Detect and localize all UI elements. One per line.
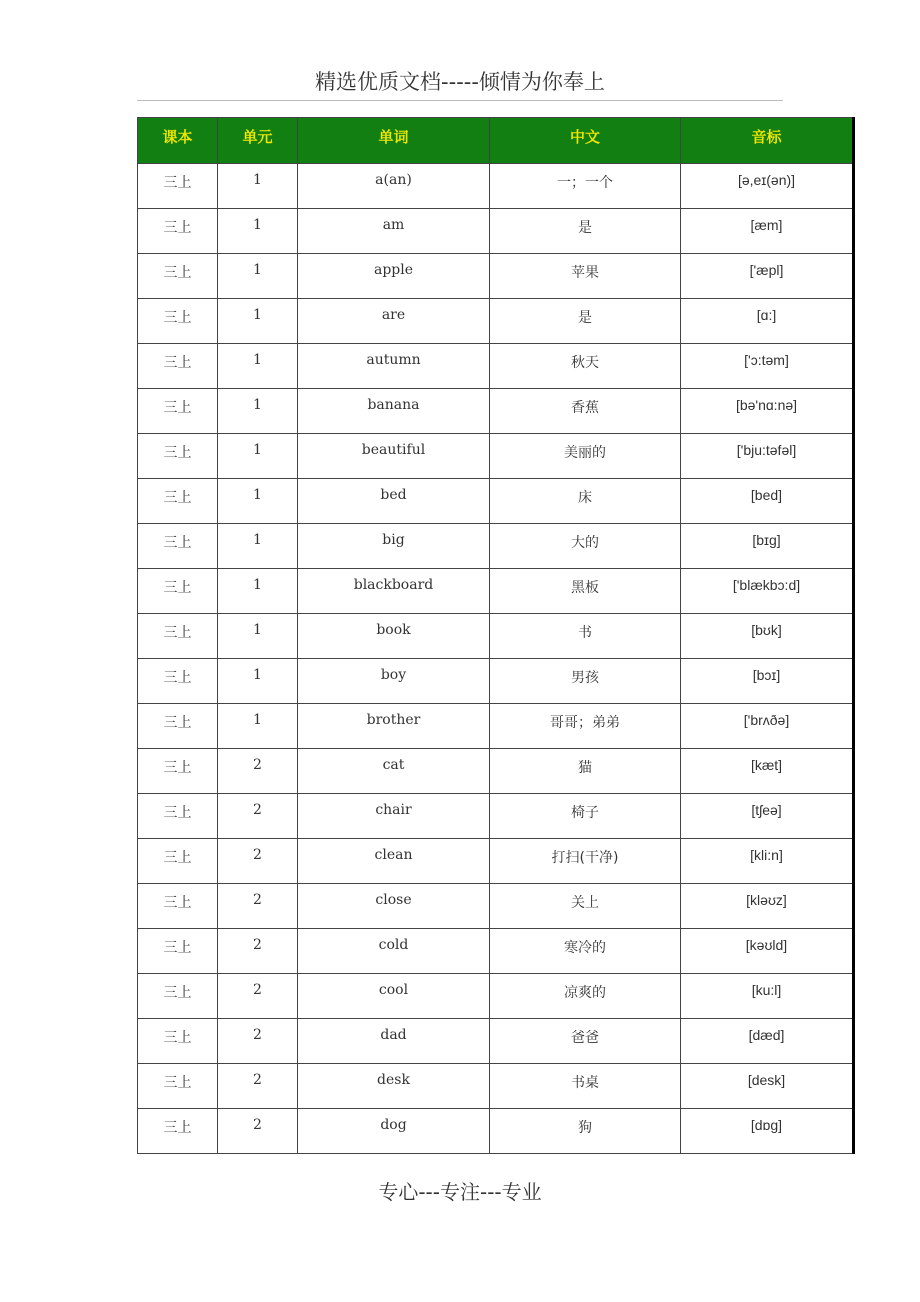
vocabulary-table	[137, 117, 855, 1154]
unit-cell: 2	[218, 1019, 298, 1064]
phonetic-cell: [ku:l]	[681, 974, 854, 1019]
phonetic-cell: [desk]	[681, 1064, 854, 1109]
unit-cell: 2	[218, 1064, 298, 1109]
phonetic-cell: [kləʊz]	[681, 884, 854, 929]
word-cell: am	[298, 209, 490, 254]
table-row	[138, 839, 854, 884]
phonetic-cell: [kəʊld]	[681, 929, 854, 974]
textbook-cell: 三上	[138, 479, 218, 524]
table-row	[138, 344, 854, 389]
unit-cell: 2	[218, 749, 298, 794]
table-body	[138, 164, 854, 1154]
phonetic-cell: [bə'nɑ:nə]	[681, 389, 854, 434]
chinese-cell: 一；一个	[490, 164, 681, 209]
textbook-cell: 三上	[138, 614, 218, 659]
column-header-textbook: 课本	[138, 118, 218, 164]
word-cell: a(an)	[298, 164, 490, 209]
column-header-unit: 单元	[218, 118, 298, 164]
chinese-cell: 凉爽的	[490, 974, 681, 1019]
table-row	[138, 1109, 854, 1154]
column-header-word: 单词	[298, 118, 490, 164]
chinese-cell: 苹果	[490, 254, 681, 299]
table-row	[138, 614, 854, 659]
table-row	[138, 209, 854, 254]
word-cell: chair	[298, 794, 490, 839]
word-cell: big	[298, 524, 490, 569]
table-row	[138, 974, 854, 1019]
table-row	[138, 434, 854, 479]
chinese-cell: 寒冷的	[490, 929, 681, 974]
phonetic-cell: [bed]	[681, 479, 854, 524]
textbook-cell: 三上	[138, 884, 218, 929]
table-row	[138, 1064, 854, 1109]
table-row	[138, 794, 854, 839]
unit-cell: 2	[218, 1109, 298, 1154]
textbook-cell: 三上	[138, 974, 218, 1019]
textbook-cell: 三上	[138, 209, 218, 254]
textbook-cell: 三上	[138, 344, 218, 389]
unit-cell: 1	[218, 524, 298, 569]
chinese-cell: 秋天	[490, 344, 681, 389]
chinese-cell: 书	[490, 614, 681, 659]
textbook-cell: 三上	[138, 1109, 218, 1154]
textbook-cell: 三上	[138, 1019, 218, 1064]
phonetic-cell: ['bju:təfəl]	[681, 434, 854, 479]
chinese-cell: 是	[490, 299, 681, 344]
textbook-cell: 三上	[138, 434, 218, 479]
phonetic-cell: [bʊk]	[681, 614, 854, 659]
unit-cell: 1	[218, 299, 298, 344]
chinese-cell: 美丽的	[490, 434, 681, 479]
chinese-cell: 打扫(干净)	[490, 839, 681, 884]
table-row	[138, 164, 854, 209]
unit-cell: 1	[218, 389, 298, 434]
unit-cell: 2	[218, 974, 298, 1019]
header-divider	[137, 100, 783, 101]
table-row	[138, 929, 854, 974]
chinese-cell: 是	[490, 209, 681, 254]
textbook-cell: 三上	[138, 704, 218, 749]
chinese-cell: 大的	[490, 524, 681, 569]
unit-cell: 1	[218, 254, 298, 299]
unit-cell: 1	[218, 659, 298, 704]
textbook-cell: 三上	[138, 389, 218, 434]
unit-cell: 2	[218, 884, 298, 929]
chinese-cell: 黑板	[490, 569, 681, 614]
unit-cell: 2	[218, 929, 298, 974]
textbook-cell: 三上	[138, 524, 218, 569]
table-row	[138, 659, 854, 704]
unit-cell: 2	[218, 794, 298, 839]
textbook-cell: 三上	[138, 749, 218, 794]
table-row	[138, 254, 854, 299]
word-cell: apple	[298, 254, 490, 299]
phonetic-cell: ['brʌðə]	[681, 704, 854, 749]
phonetic-cell: [dɒg]	[681, 1109, 854, 1154]
word-cell: clean	[298, 839, 490, 884]
textbook-cell: 三上	[138, 164, 218, 209]
unit-cell: 1	[218, 569, 298, 614]
word-cell: autumn	[298, 344, 490, 389]
word-cell: cat	[298, 749, 490, 794]
chinese-cell: 香蕉	[490, 389, 681, 434]
table-row	[138, 749, 854, 794]
chinese-cell: 猫	[490, 749, 681, 794]
table-row	[138, 1019, 854, 1064]
column-header-chinese: 中文	[490, 118, 681, 164]
chinese-cell: 床	[490, 479, 681, 524]
word-cell: desk	[298, 1064, 490, 1109]
chinese-cell: 关上	[490, 884, 681, 929]
unit-cell: 1	[218, 344, 298, 389]
word-cell: brother	[298, 704, 490, 749]
word-cell: boy	[298, 659, 490, 704]
chinese-cell: 书桌	[490, 1064, 681, 1109]
phonetic-cell: [dæd]	[681, 1019, 854, 1064]
table-header-row	[138, 118, 854, 164]
phonetic-cell: [tʃeə]	[681, 794, 854, 839]
phonetic-cell: [ɑ:]	[681, 299, 854, 344]
unit-cell: 1	[218, 434, 298, 479]
chinese-cell: 男孩	[490, 659, 681, 704]
word-cell: are	[298, 299, 490, 344]
word-cell: book	[298, 614, 490, 659]
column-header-phonetic: 音标	[681, 118, 854, 164]
chinese-cell: 椅子	[490, 794, 681, 839]
phonetic-cell: [bɔɪ]	[681, 659, 854, 704]
word-cell: cool	[298, 974, 490, 1019]
textbook-cell: 三上	[138, 839, 218, 884]
unit-cell: 1	[218, 614, 298, 659]
word-cell: banana	[298, 389, 490, 434]
unit-cell: 1	[218, 209, 298, 254]
word-cell: cold	[298, 929, 490, 974]
phonetic-cell: ['æpl]	[681, 254, 854, 299]
textbook-cell: 三上	[138, 659, 218, 704]
table-row	[138, 704, 854, 749]
phonetic-cell: [æm]	[681, 209, 854, 254]
word-cell: blackboard	[298, 569, 490, 614]
phonetic-cell: ['ɔ:təm]	[681, 344, 854, 389]
phonetic-cell: [bɪg]	[681, 524, 854, 569]
word-cell: dad	[298, 1019, 490, 1064]
phonetic-cell: [ə,eɪ(ən)]	[681, 164, 854, 209]
chinese-cell: 哥哥；弟弟	[490, 704, 681, 749]
page-footer-text: 专心---专注---专业	[378, 1180, 542, 1204]
phonetic-cell: [kli:n]	[681, 839, 854, 884]
word-cell: dog	[298, 1109, 490, 1154]
textbook-cell: 三上	[138, 254, 218, 299]
table-row	[138, 524, 854, 569]
unit-cell: 1	[218, 479, 298, 524]
textbook-cell: 三上	[138, 794, 218, 839]
textbook-cell: 三上	[138, 299, 218, 344]
word-cell: bed	[298, 479, 490, 524]
textbook-cell: 三上	[138, 929, 218, 974]
table-row	[138, 389, 854, 434]
phonetic-cell: [kæt]	[681, 749, 854, 794]
table-row	[138, 479, 854, 524]
unit-cell: 1	[218, 704, 298, 749]
table-row	[138, 569, 854, 614]
textbook-cell: 三上	[138, 569, 218, 614]
word-cell: close	[298, 884, 490, 929]
textbook-cell: 三上	[138, 1064, 218, 1109]
unit-cell: 2	[218, 839, 298, 884]
page-header-title: 精选优质文档-----倾情为你奉上	[315, 70, 605, 94]
phonetic-cell: ['blækbɔ:d]	[681, 569, 854, 614]
chinese-cell: 狗	[490, 1109, 681, 1154]
unit-cell: 1	[218, 164, 298, 209]
table-row	[138, 884, 854, 929]
table-row	[138, 299, 854, 344]
word-cell: beautiful	[298, 434, 490, 479]
chinese-cell: 爸爸	[490, 1019, 681, 1064]
